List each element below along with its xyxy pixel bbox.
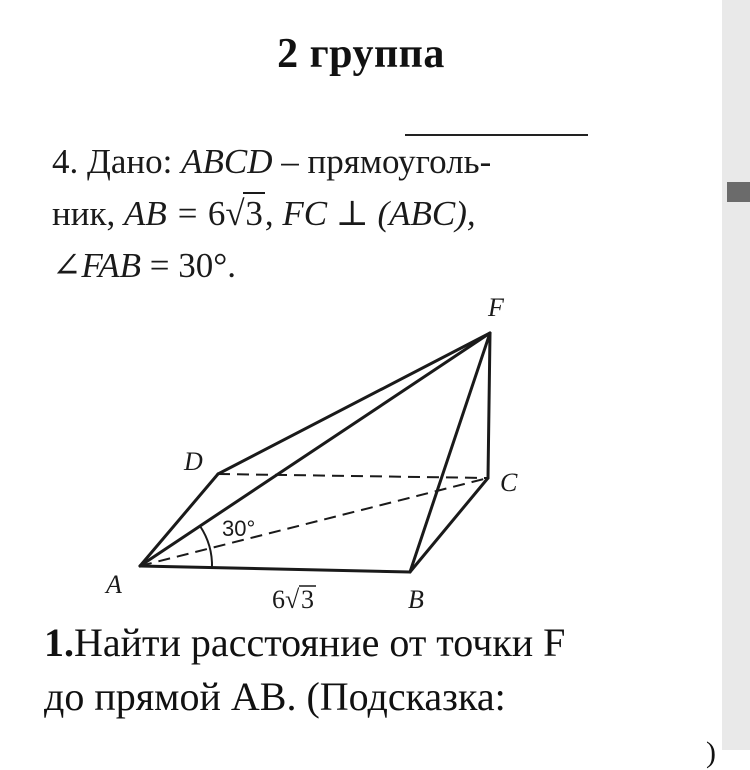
label-b: B xyxy=(408,585,424,614)
dash: – xyxy=(281,142,299,181)
task-number: 1. xyxy=(44,620,74,665)
task-line-2: до прямой AB. (Подсказка: xyxy=(44,674,506,719)
angle-name: FAB xyxy=(81,246,141,285)
ab-radicand: 3 xyxy=(245,194,263,233)
label-f: F xyxy=(488,293,504,322)
edge-bc xyxy=(410,478,488,572)
given-word: Дано: xyxy=(87,142,173,181)
plane-abc: (ABC), xyxy=(377,194,476,233)
rect-name: ABCD xyxy=(181,142,273,181)
diagonal-ac-hidden xyxy=(140,478,488,566)
problem-line-1 xyxy=(52,136,612,188)
problem-statement xyxy=(52,136,612,292)
angle-value: = 30°. xyxy=(149,246,236,285)
fc-segment: FC xyxy=(282,194,328,233)
side-ab-radical: √ xyxy=(285,585,300,614)
task-line-1 xyxy=(44,616,714,670)
side-ab-coef: 6 xyxy=(272,585,285,614)
label-c: C xyxy=(500,468,518,497)
comma: , xyxy=(264,194,274,233)
overflow-paren: ) xyxy=(706,736,716,769)
problem-number: 4. xyxy=(52,142,79,181)
angle-sign: ∠ xyxy=(52,246,82,285)
label-d: D xyxy=(184,447,203,476)
ab-coef: 6 xyxy=(207,194,226,233)
edge-ab xyxy=(140,566,410,572)
task-text-1: Найти расстояние от точки F xyxy=(74,620,566,665)
ab-lhs: AB = xyxy=(123,194,200,233)
scrollbar-thumb[interactable] xyxy=(727,182,750,202)
group-title: 2 группа xyxy=(277,31,445,77)
edge-cf xyxy=(488,333,490,478)
scrollbar-track[interactable] xyxy=(722,0,750,750)
edge-ad xyxy=(140,474,218,566)
task-1 xyxy=(44,616,714,724)
side-ab-radicand: 3 xyxy=(301,585,314,614)
label-a: A xyxy=(106,570,122,599)
problem-line-3 xyxy=(52,240,612,292)
rect-word-part1: прямоуголь- xyxy=(307,142,492,181)
perp-symbol: ⊥ xyxy=(335,194,369,233)
angle-label: 30° xyxy=(222,516,256,541)
problem-line-2 xyxy=(52,188,612,240)
edge-dc-hidden xyxy=(218,474,488,478)
sqrt-symbol xyxy=(225,188,265,240)
angle-arc xyxy=(200,526,212,568)
pyramid-figure xyxy=(0,290,722,620)
rect-word-part2: ник, xyxy=(52,194,116,233)
